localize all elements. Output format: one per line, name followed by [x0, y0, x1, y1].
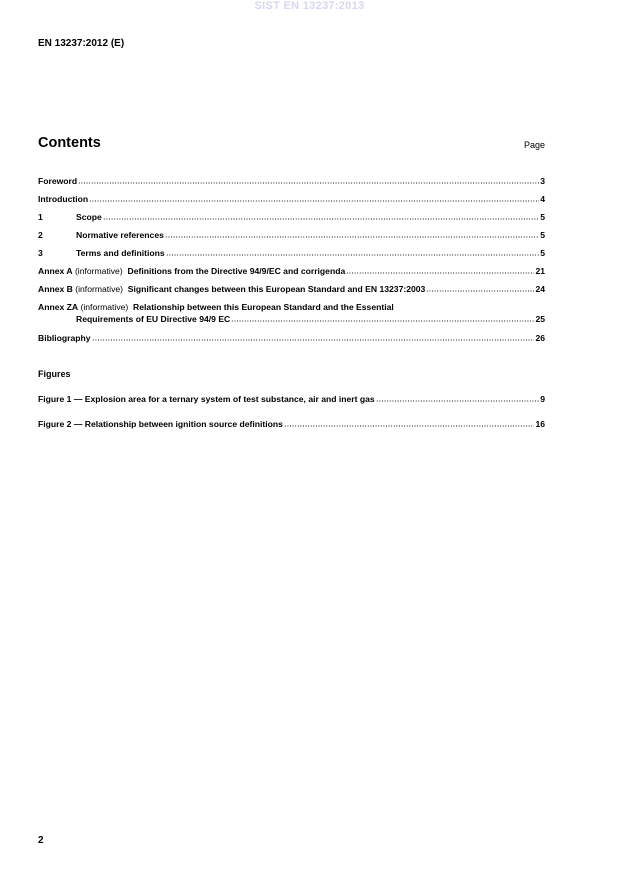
figure-entry-2[interactable] — [38, 419, 545, 429]
annex-note: (informative) — [75, 284, 124, 294]
toc-entry-number: 2 — [38, 230, 43, 240]
annex-title: Definitions from the Directive 94/9/EC and corrigenda — [127, 266, 346, 276]
toc-entry-page: 5 — [540, 248, 545, 258]
figures-title: Figures — [38, 369, 71, 379]
figure-entry-label: Figure 2 — Relationship between ignition source definitions — [38, 419, 283, 429]
dot-leader — [92, 333, 535, 341]
toc-entry-page: 5 — [540, 212, 545, 222]
toc-entry-label: Foreword — [38, 176, 78, 186]
annex-note: (informative) — [74, 266, 123, 276]
toc-entry-label: Scope — [76, 212, 102, 222]
dot-leader — [284, 419, 534, 427]
toc-entry-page: 25 — [535, 314, 545, 324]
dot-leader — [78, 176, 539, 184]
annex-prefix: Annex ZA — [38, 302, 79, 312]
document-id: EN 13237:2012 (E) — [38, 38, 125, 49]
toc-entry-page: 26 — [535, 333, 545, 343]
toc-entry-label: Bibliography — [38, 333, 91, 343]
annex-note: (informative) — [80, 302, 129, 312]
annex-title-continued: Requirements of EU Directive 94/9 EC — [76, 314, 231, 324]
annex-prefix: Annex A — [38, 266, 73, 276]
dot-leader — [166, 248, 540, 256]
annex-title: Relationship between this European Standard and the Essential — [133, 302, 394, 312]
annex-title: Significant changes between this European Standard and EN 13237:2003 — [127, 284, 426, 294]
toc-entry-annex-b[interactable] — [38, 284, 545, 294]
figure-entry-label: Figure 1 — Explosion area for a ternary system of test substance, air and inert gas — [38, 394, 375, 404]
toc-entry-label: Normative references — [76, 230, 164, 240]
figure-entry-1[interactable] — [38, 394, 545, 404]
toc-entry-page: 4 — [540, 194, 545, 204]
figure-entry-page: 9 — [540, 394, 545, 404]
toc-entry-page: 24 — [535, 284, 545, 294]
toc-entry-page: 3 — [540, 176, 545, 186]
toc-entry-terms-and-definitions[interactable] — [38, 248, 545, 258]
toc-entry-normative-references[interactable] — [38, 230, 545, 240]
dot-leader — [231, 314, 534, 322]
page-number: 2 — [38, 835, 44, 846]
dot-leader — [426, 284, 534, 292]
toc-entry-annex-a[interactable] — [38, 266, 545, 276]
page-column-label: Page — [523, 140, 545, 150]
dot-leader — [346, 266, 534, 274]
toc-entry-label: Terms and definitions — [76, 248, 165, 258]
toc-entry-scope[interactable] — [38, 212, 545, 222]
toc-entry-label: Introduction — [38, 194, 89, 204]
figure-entry-page: 16 — [535, 419, 545, 429]
dot-leader — [103, 212, 539, 220]
dot-leader — [376, 394, 540, 402]
toc-entry-page: 5 — [540, 230, 545, 240]
toc-entry-annex-za-heading[interactable] — [38, 302, 545, 312]
toc-entry-foreword[interactable] — [38, 176, 545, 186]
toc-entry-number: 1 — [38, 212, 43, 222]
toc-entry-introduction[interactable] — [38, 194, 545, 204]
watermark: SIST EN 13237:2013 — [254, 0, 365, 12]
toc-entry-bibliography[interactable] — [38, 333, 545, 343]
contents-title: Contents — [38, 135, 101, 151]
annex-prefix: Annex B — [38, 284, 73, 294]
toc-entry-number: 3 — [38, 248, 43, 258]
toc-entry-page: 21 — [535, 266, 545, 276]
dot-leader — [165, 230, 539, 238]
toc-entry-annex-za[interactable] — [38, 314, 545, 324]
dot-leader — [89, 194, 539, 202]
